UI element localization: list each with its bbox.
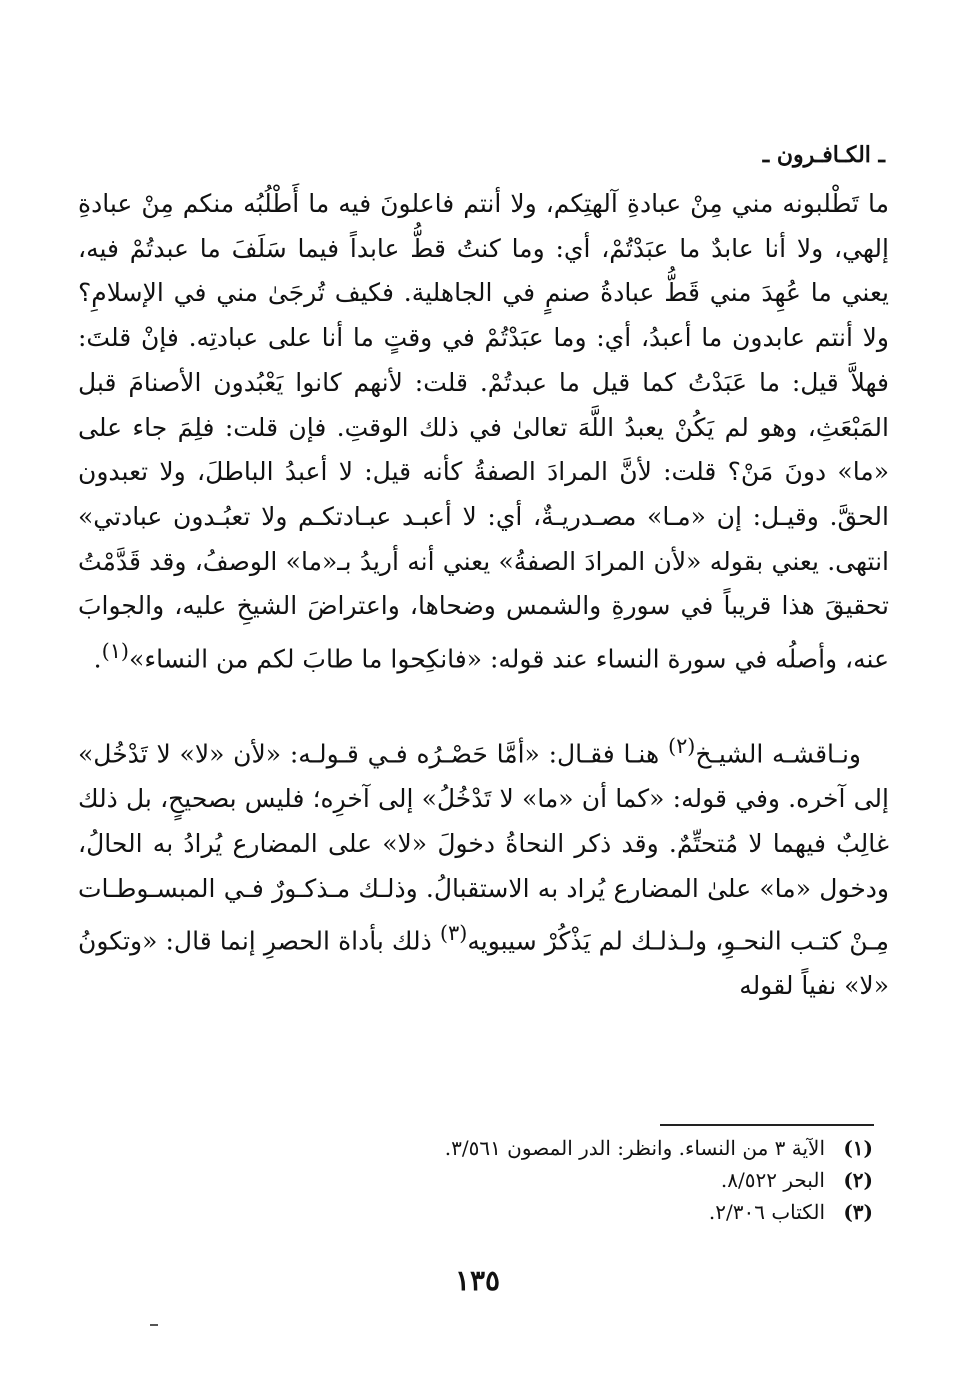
footnote-ref-1: (١) bbox=[101, 639, 130, 664]
footnote-separator bbox=[660, 1124, 874, 1126]
scan-mark bbox=[150, 1324, 158, 1326]
paragraph-2 bbox=[78, 724, 889, 1009]
footnote-number: (١) bbox=[843, 1136, 873, 1160]
footnote-text: البحر ٨/٥٢٢. bbox=[720, 1168, 825, 1192]
paragraph-1 bbox=[78, 182, 889, 682]
paragraph-2-part-c: ذلك بأداة الحصرِ إنما قال: «وتكونُ «لا» نفياً لقوله bbox=[78, 926, 889, 1001]
paragraph-1-text: ما تَطْلبونه مني مِنْ عبادةِ آلهتِكم، ولا أنتم فاعلونَ فيه ما أَطْلُبُه منكم مِنْ عبادةِ إلهي، ولا أنا عابدٌ ما عبَدْتُمْ، أي: وما كنتُ قطُّ عابداً فيما سَلَفَ ما عبدتُمْ فيه، يعني ما عُهِدَ مني قَطُّ عبادةُ صنمٍ في الجاهلية. فكيف تُرجَىٰ مني في الإسلامِ؟ ولا أنتم عابدون ما أعبدُ، أي: وما عبَدْتُمْ في وقتٍ ما أنا على عبادتِه. فإنْ قلتَ: فهلاَّ قيل: ما عَبَدْتُ كما قيل ما عبدتُمْ. قلت: لأنهم كانوا يَعْبُدون الأصنامَ قبل المَبْعَثِ، وهو لم يَكُنْ يعبدُ اللَّهَ تعالىٰ في ذلك الوقتِ. فإن قلت: فلِمَ جاء على «ما» دونَ مَنْ؟ قلت: لأنَّ المرادَ الصفةُ كأنه قيل: لا أعبدُ الباطلَ، ولا تعبدون الحقَّ. وقيـل: إن «مـا» مصـدريـةٌ، أي: لا أعبـد عبـادتكـم ولا تعبُـدون عبادتي» انتهى. يعني بقوله «لأن المرادَ الصفةُ» يعني أنه أريدُ بـ«ما» الوصفُ، وقد قَدَّمْتُ تحقيقَ هذا قريباً في سورةِ والشمس وضحاها، واعتراضَ الشيخِ عليه، والجوابَ عنه، وأصلُه في سورة النساء عند قوله: «فانكِحوا ما طابَ لكم من النساء» bbox=[78, 189, 889, 674]
footnote-number: (٣) bbox=[843, 1200, 873, 1224]
paragraph-1-end: . bbox=[93, 644, 102, 674]
running-header: ـ الكـافـرون ـ bbox=[762, 142, 885, 168]
main-text bbox=[78, 182, 889, 1009]
footnote-number: (٢) bbox=[843, 1168, 873, 1192]
footnote-item bbox=[82, 1132, 873, 1164]
footnote-text: الآية ٣ من النساء. وانظر: الدر المصون ٣/٥٦١. bbox=[444, 1136, 825, 1160]
page-number: ١٣٥ bbox=[454, 1264, 501, 1297]
footnote-item bbox=[82, 1164, 873, 1196]
footnotes bbox=[82, 1132, 873, 1228]
footnote-item bbox=[82, 1196, 873, 1228]
footnote-ref-2: (٢) bbox=[667, 734, 696, 759]
paragraph-2-part-b: هنـا فقـال: «أمَّا حَصْـرُه فـي قـولـه: «لأن «لا» لا تَدْخُل» إلى آخره. وفي قوله: «كما أن «ما» لا تَدْخُلُ» إلى آخرِه؛ فليس بصحيحٍ، بل ذلك غالِبٌ فيهما لا مُتحتِّمٌ. وقد ذكر النحاةُ دخولَ «لا» على المضارع يُرادُ به الحالُ، ودخول «ما» علىٰ المضارع يُراد به الاستقبالُ. وذلـك مـذكـورٌ فـي المبسـوطـات مِـنْ كتـب النحـوِ، ولـذلـك لم يَذْكُرْ سيبويه bbox=[78, 739, 889, 956]
footnote-ref-3: (٣) bbox=[439, 921, 468, 946]
paragraph-2-part-a: ونـاقشـه الشيـخ bbox=[695, 739, 861, 769]
footnote-text: الكتاب ٢/٣٠٦. bbox=[708, 1200, 825, 1224]
